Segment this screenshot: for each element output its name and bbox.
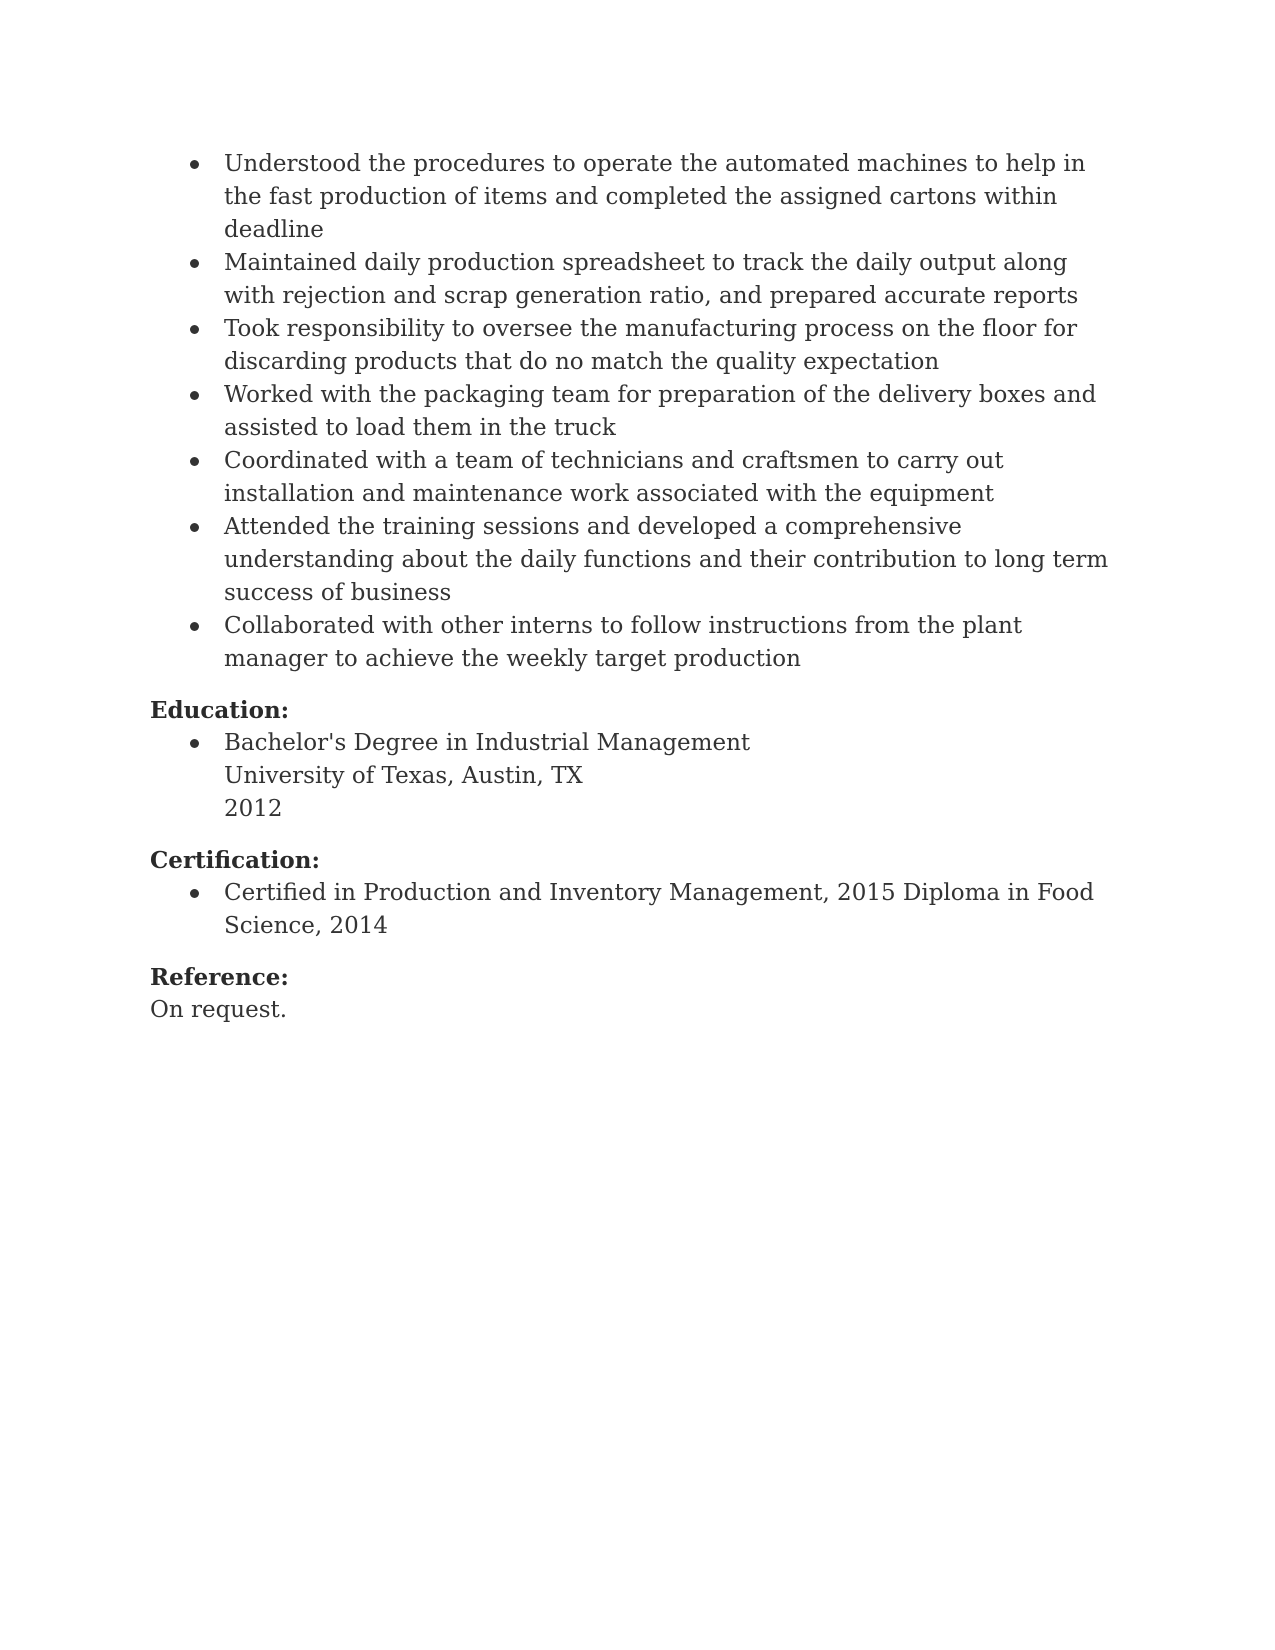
bullet-dot-icon (190, 325, 199, 334)
reference-text: On request. (150, 997, 288, 1023)
bullet-dot-icon (190, 523, 199, 532)
bullet-dot-icon (190, 889, 199, 898)
experience-bullet-item (150, 313, 1120, 379)
experience-bullet-item (150, 247, 1120, 313)
education-heading: Education: (150, 697, 290, 724)
experience-bullet-text: Attended the training sessions and developed a comprehensive understanding about the daily functions and their contribution to long term success of business (224, 514, 1109, 606)
education-year: 2012 (224, 796, 283, 822)
experience-bullet-text: Maintained daily production spreadsheet to track the daily output along with rejection and scrap generation ratio, and prepared accurate reports (224, 250, 1079, 309)
experience-bullet-item (150, 379, 1120, 445)
experience-bullet-text: Coordinated with a team of technicians and craftsmen to carry out installation and maintenance work associated with the equipment (224, 448, 1004, 507)
certification-list (150, 877, 1120, 943)
experience-bullet-text: Collaborated with other interns to follow instructions from the plant manager to achieve the weekly target production (224, 613, 1023, 672)
education-item (150, 727, 1120, 826)
bullet-dot-icon (190, 160, 199, 169)
bullet-dot-icon (190, 457, 199, 466)
education-list (150, 727, 1120, 826)
certification-text: Certified in Production and Inventory Management, 2015 Diploma in Food Science, 2014 (224, 880, 1095, 939)
certification-heading: Certification: (150, 847, 320, 874)
reference-heading: Reference: (150, 964, 289, 991)
education-degree: Bachelor's Degree in Industrial Management (224, 730, 751, 756)
experience-bullet-text: Took responsibility to oversee the manufacturing process on the floor for discarding products that do no match the quality expectation (224, 316, 1078, 375)
document-content (150, 148, 1120, 1027)
experience-bullet-item (150, 445, 1120, 511)
bullet-dot-icon (190, 259, 199, 268)
experience-bullet-text: Worked with the packaging team for preparation of the delivery boxes and assisted to load them in the truck (224, 382, 1097, 441)
bullet-dot-icon (190, 622, 199, 631)
certification-item (150, 877, 1120, 943)
experience-bullet-list (150, 148, 1120, 676)
bullet-dot-icon (190, 391, 199, 400)
bullet-dot-icon (190, 739, 199, 748)
experience-bullet-item (150, 511, 1120, 610)
experience-bullet-item (150, 610, 1120, 676)
experience-bullet-text: Understood the procedures to operate the automated machines to help in the fast production of items and completed the assigned cartons within deadline (224, 151, 1086, 243)
education-school: University of Texas, Austin, TX (224, 763, 583, 789)
experience-bullet-item (150, 148, 1120, 247)
